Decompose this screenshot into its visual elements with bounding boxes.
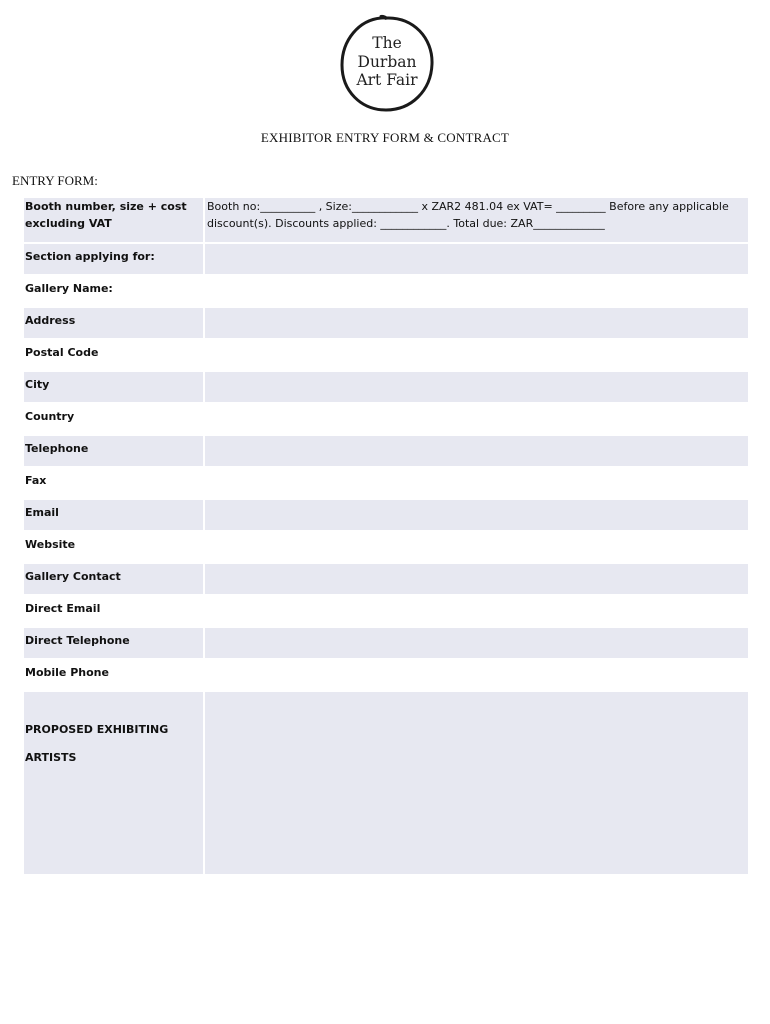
logo-line: Art Fair bbox=[356, 71, 418, 89]
form-row bbox=[23, 403, 749, 435]
field-input[interactable] bbox=[204, 499, 749, 531]
field-label: Direct Telephone bbox=[23, 627, 204, 659]
form-row bbox=[23, 275, 749, 307]
field-input[interactable] bbox=[204, 435, 749, 467]
form-row bbox=[23, 563, 749, 595]
field-input[interactable] bbox=[204, 339, 749, 371]
entry-form-table bbox=[22, 196, 750, 876]
field-label: Section applying for: bbox=[23, 243, 204, 275]
field-label: Fax bbox=[23, 467, 204, 499]
field-input[interactable] bbox=[204, 371, 749, 403]
booth-row bbox=[23, 197, 749, 243]
form-row bbox=[23, 339, 749, 371]
field-label: Country bbox=[23, 403, 204, 435]
field-input[interactable] bbox=[204, 275, 749, 307]
field-label: Email bbox=[23, 499, 204, 531]
field-label: Gallery Name: bbox=[23, 275, 204, 307]
field-label: Mobile Phone bbox=[23, 659, 204, 691]
form-row bbox=[23, 659, 749, 691]
field-input[interactable] bbox=[204, 467, 749, 499]
field-input[interactable] bbox=[204, 595, 749, 627]
form-row bbox=[23, 435, 749, 467]
booth-label: Booth number, size + cost excluding VAT bbox=[23, 197, 204, 243]
field-input[interactable] bbox=[204, 243, 749, 275]
proposed-artists-label-line: PROPOSED EXHIBITING bbox=[25, 723, 169, 736]
form-row bbox=[23, 371, 749, 403]
field-label: Postal Code bbox=[23, 339, 204, 371]
form-row bbox=[23, 243, 749, 275]
logo-line: Durban bbox=[357, 52, 417, 71]
section-label: ENTRY FORM: bbox=[12, 173, 98, 188]
form-row bbox=[23, 467, 749, 499]
logo-line: The bbox=[372, 34, 402, 52]
field-input[interactable] bbox=[204, 531, 749, 563]
logo-wordmark bbox=[337, 34, 437, 90]
field-label: Website bbox=[23, 531, 204, 563]
durban-art-fair-logo bbox=[337, 14, 437, 114]
field-input[interactable] bbox=[204, 627, 749, 659]
proposed-artists-input[interactable] bbox=[204, 691, 749, 875]
field-label: Direct Email bbox=[23, 595, 204, 627]
field-input[interactable] bbox=[204, 403, 749, 435]
booth-value-field[interactable]: Booth no:__________ , Size:____________ x ZAR2 481.04 ex VAT= _________ Before any applicable discount(s). Discounts applied: ____________. Total due: ZAR_____________ bbox=[204, 197, 749, 243]
field-label: Address bbox=[23, 307, 204, 339]
proposed-artists-row bbox=[23, 691, 749, 875]
form-row bbox=[23, 499, 749, 531]
field-label: Gallery Contact bbox=[23, 563, 204, 595]
document-title: EXHIBITOR ENTRY FORM & CONTRACT bbox=[260, 130, 510, 145]
form-row bbox=[23, 595, 749, 627]
field-input[interactable] bbox=[204, 659, 749, 691]
field-input[interactable] bbox=[204, 307, 749, 339]
form-row bbox=[23, 627, 749, 659]
proposed-artists-label-line: ARTISTS bbox=[25, 751, 77, 764]
field-label: Telephone bbox=[23, 435, 204, 467]
form-row bbox=[23, 531, 749, 563]
proposed-artists-label bbox=[23, 691, 204, 875]
field-label: City bbox=[23, 371, 204, 403]
form-row bbox=[23, 307, 749, 339]
field-input[interactable] bbox=[204, 563, 749, 595]
